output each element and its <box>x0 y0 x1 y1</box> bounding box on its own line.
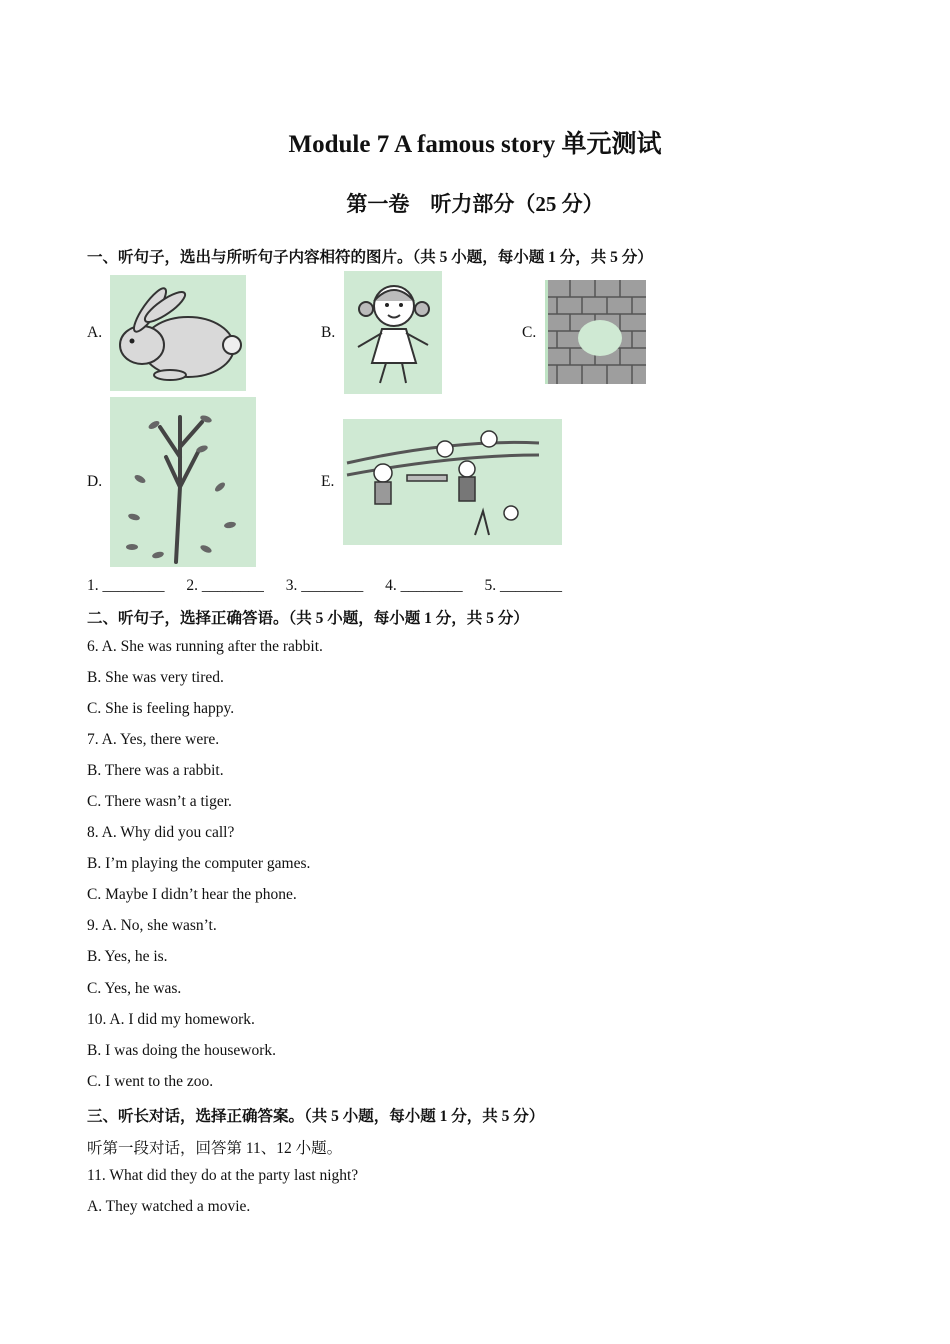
section-2-heading: 二、听句子，选择正确答语。（共 5 小题，每小题 1 分，共 5 分） <box>87 610 529 627</box>
question-line: 11. What did they do at the party last night? <box>87 1167 359 1184</box>
option-a-label: A. <box>87 324 103 341</box>
option-e-label: E. <box>321 473 335 490</box>
instruction-line: 听第一段对话，回答第 11、12 小题。 <box>87 1140 343 1157</box>
question-line: C. I went to the zoo. <box>87 1073 214 1090</box>
question-line: 6. A. She was running after the rabbit. <box>87 638 323 655</box>
page-title: Module 7 A famous story 单元测试 <box>288 131 662 158</box>
rabbit-icon <box>110 275 246 391</box>
question-line: B. Yes, he is. <box>87 948 168 965</box>
answer-blank-3[interactable]: 3. ________ <box>285 577 364 594</box>
brick-wall-icon <box>545 280 646 384</box>
question-line: C. Yes, he was. <box>87 980 182 997</box>
option-c-label: C. <box>522 324 537 341</box>
answer-blank-1[interactable]: 1. ________ <box>87 577 165 594</box>
question-line: A. They watched a movie. <box>87 1198 251 1215</box>
question-line: B. I’m playing the computer games. <box>87 855 311 872</box>
question-line: 8. A. Why did you call? <box>87 824 235 841</box>
question-line: B. There was a rabbit. <box>87 762 224 779</box>
answer-blank-2[interactable]: 2. ________ <box>186 577 264 594</box>
answer-blanks <box>87 577 580 595</box>
answer-blank-4[interactable]: 4. ________ <box>385 577 463 594</box>
question-line: B. She was very tired. <box>87 669 224 686</box>
party-icon <box>343 419 562 545</box>
question-line: 7. A. Yes, there were. <box>87 731 220 748</box>
answer-blank-5[interactable]: 5. ________ <box>484 577 562 594</box>
section-3-heading: 三、听长对话，选择正确答案。（共 5 小题，每小题 1 分，共 5 分） <box>87 1108 545 1125</box>
section-1-heading: 一、听句子，选出与所听句子内容相符的图片。（共 5 小题，每小题 1 分，共 5 分） <box>87 249 653 266</box>
page-subtitle: 第一卷 听力部分（25 分） <box>346 192 604 216</box>
question-line: 10. A. I did my homework. <box>87 1011 255 1028</box>
question-line: C. There wasn’t a tiger. <box>87 793 232 810</box>
question-line: C. Maybe I didn’t hear the phone. <box>87 886 297 903</box>
question-line: 9. A. No, she wasn’t. <box>87 917 217 934</box>
option-d-label: D. <box>87 473 103 490</box>
tree-icon <box>110 397 256 567</box>
option-b-label: B. <box>321 324 336 341</box>
question-line: B. I was doing the housework. <box>87 1042 276 1059</box>
question-line: C. She is feeling happy. <box>87 700 235 717</box>
girl-icon <box>344 271 442 394</box>
